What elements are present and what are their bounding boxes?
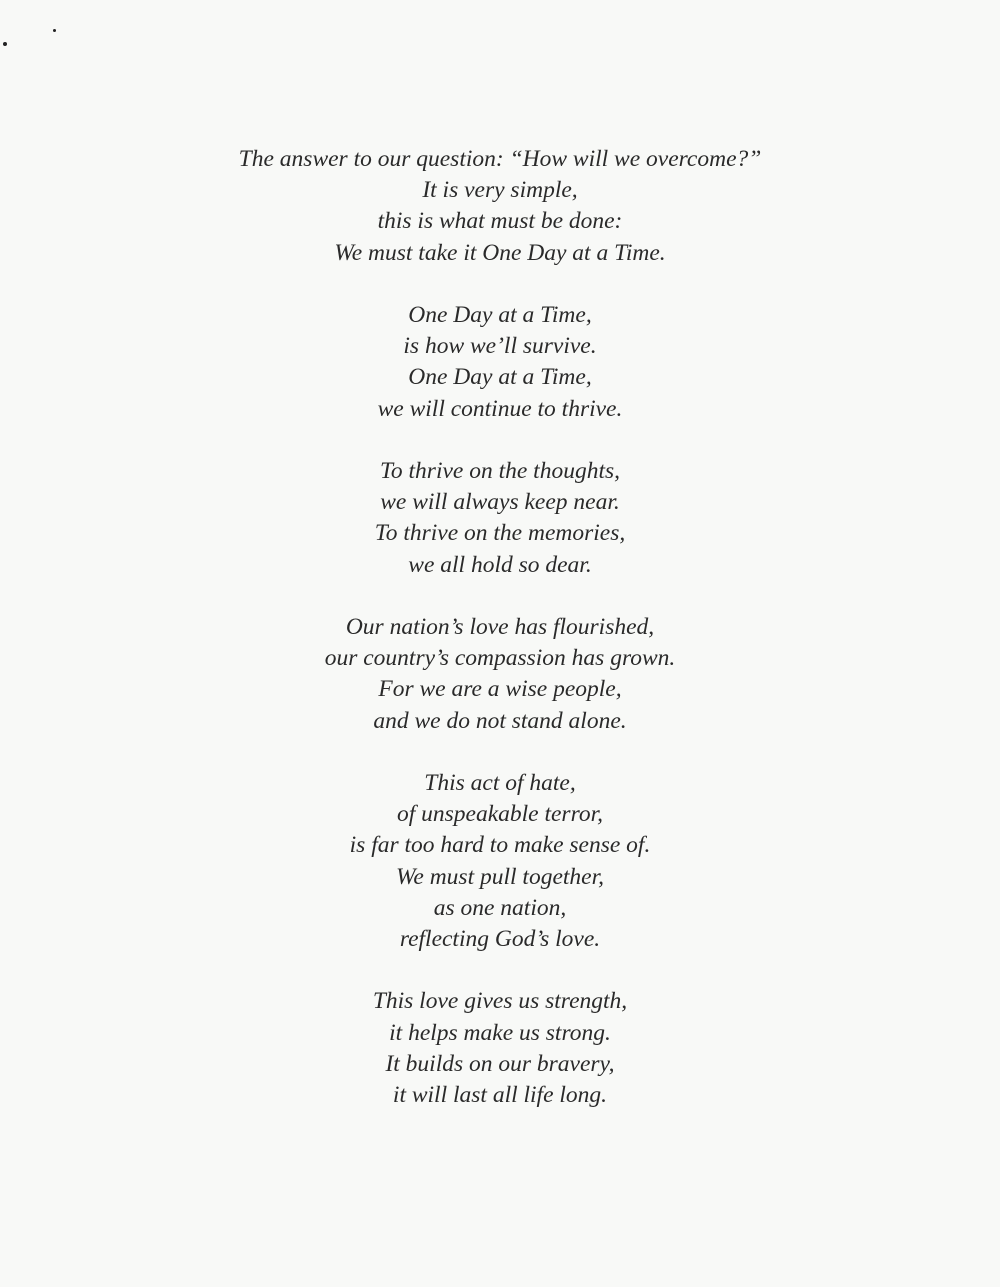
poem-line: The answer to our question: “How will we overcome?” [238,146,762,172]
poem-line: as one nation, [433,894,567,921]
poem-line: and we do not stand alone. [373,707,627,734]
stanza-4 [150,612,850,737]
poem-line: our country’s compassion has grown. [324,645,676,672]
poem-line: To thrive on the memories, [374,520,626,547]
poem-line: Our nation’s love has flourished, [345,614,655,640]
stanza-1 [150,144,850,269]
poem-line: is far too hard to make sense of. [349,832,651,859]
scan-speck [3,42,7,46]
poem-line: This act of hate, [424,770,576,796]
stanza-3 [150,456,850,581]
scan-speck [53,29,56,32]
poem-line: of unspeakable terror, [396,801,604,828]
poem [150,144,850,1111]
stanza-6 [150,986,850,1111]
poem-line: One Day at a Time, [408,364,592,391]
poem-line: we all hold so dear. [408,551,592,578]
poem-line: it helps make us strong. [389,1019,611,1046]
poem-line: It builds on our bravery, [385,1050,615,1077]
poem-line: To thrive on the thoughts, [379,458,620,484]
poem-line: we will continue to thrive. [377,395,623,422]
poem-line: One Day at a Time, [408,302,592,328]
poem-line: This love gives us strength, [372,988,628,1015]
poem-line: For we are a wise people, [378,676,622,703]
poem-line: this is what must be done: [377,208,623,235]
poem-line: it will last all life long. [392,1082,608,1109]
poem-line: We must take it One Day at a Time. [334,239,666,266]
poem-line: It is very simple, [422,177,578,204]
stanza-2 [150,300,850,425]
poem-line: is how we’ll survive. [403,333,597,360]
poem-line: we will always keep near. [380,489,620,516]
stanza-5 [150,768,850,955]
poem-line: reflecting God’s love. [399,926,601,953]
poem-line: We must pull together, [395,863,604,890]
